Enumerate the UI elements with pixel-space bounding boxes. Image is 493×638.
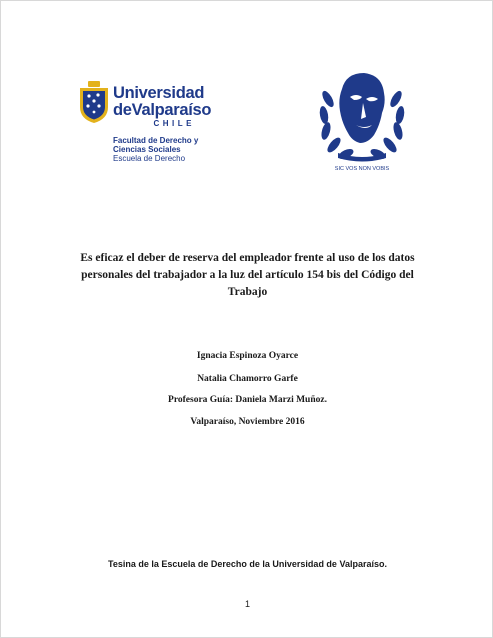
university-name-line2: deValparaíso [113,101,212,119]
seal-motto: SIC VOS NON VOBIS [334,166,390,172]
university-shield-icon [79,81,109,123]
author-1: Ignacia Espinoza Oyarce [196,351,299,361]
faculty-line1: Facultad de Derecho y [113,136,199,145]
laurel-portrait-seal-icon [316,69,408,173]
author-2: Natalia Chamorro Garfe [197,374,298,384]
page-number: 1 [244,599,250,609]
university-name-line1: Universidad [113,84,205,102]
school-name: Escuela de Derecho [113,154,186,163]
document-title: Es eficaz el deber de reserva del empleador frente al uso de los datos personales del trabajador a la luz del artículo 154 bis del Código del Trabajo [80,252,415,298]
faculty-line2: Ciencias Sociales [113,145,181,154]
university-logo [79,81,212,166]
university-country: CHILE [153,119,195,128]
faculty-name [113,136,198,163]
place-date: Valparaíso, Noviembre 2016 [190,417,305,427]
university-name [113,85,211,129]
thesis-note: Tesina de la Escuela de Derecho de la Universidad de Valparaíso. [108,559,387,569]
advisor: Profesora Guía: Daniela Marzi Muñoz. [168,395,327,405]
